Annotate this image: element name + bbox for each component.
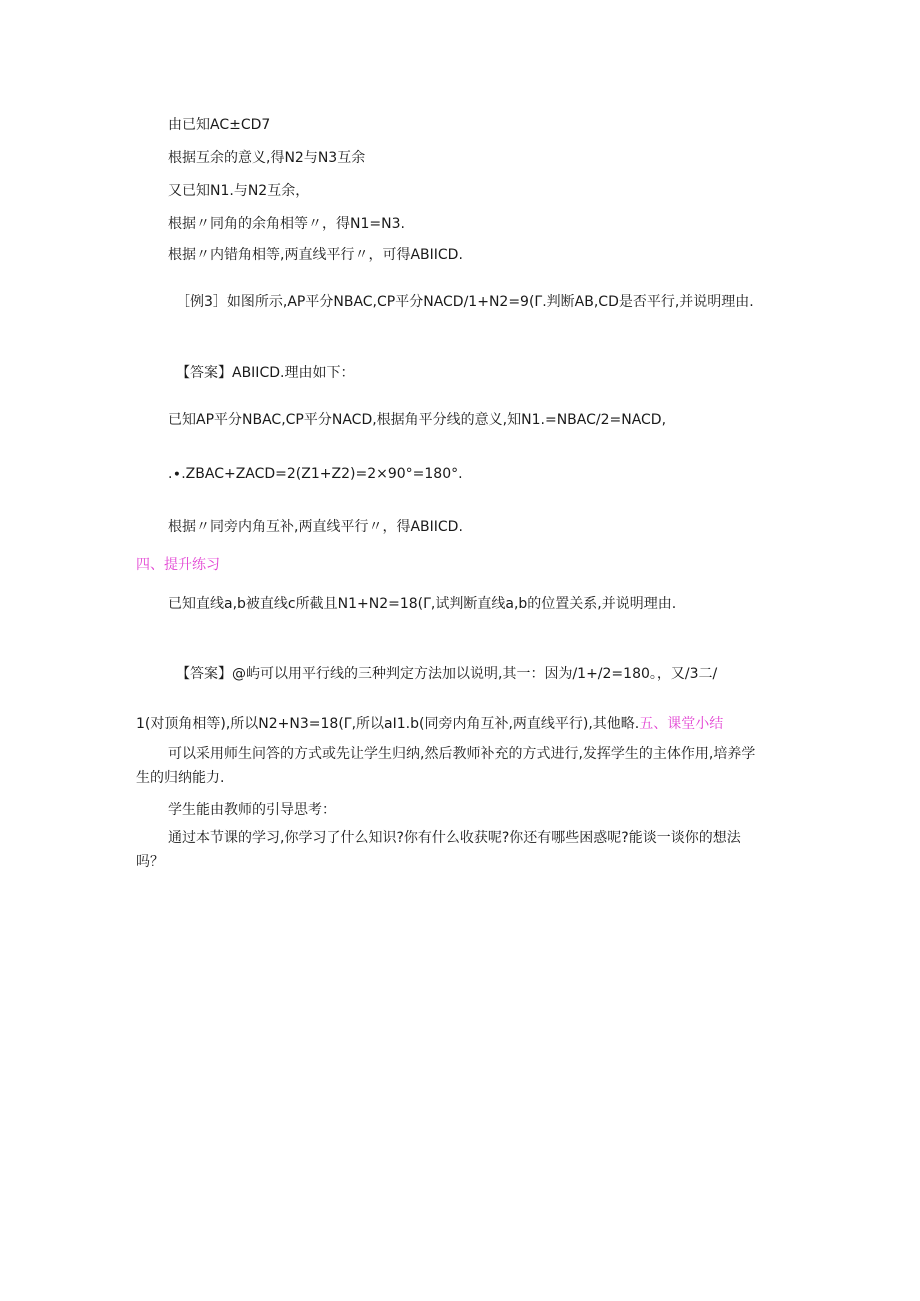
text-line-2: 根据互余的意义,得N2与N3互余 (168, 150, 366, 166)
text-line-3: 又已知N1.与N2互余， (168, 183, 310, 199)
text-line-10: 根据〃同旁内角互补,两直线平行〃，得ABIICD. (168, 519, 463, 535)
section-heading-summary: 五、课堂小结 (639, 716, 724, 732)
section-heading-practice: 四、提升练习 (136, 557, 220, 573)
example-3-question: ［例3］如图所示,AP平分NBAC,CP平分NACD∕1+N2=9(Γ.判断AB,CD是否平行,并说明理由. (176, 294, 754, 310)
summary-paragraph-1: 可以采用师生问答的方式或先让学生归纳,然后教师补充的方式进行,发挥学生的主体作用,培养学生的归纳能力. (136, 746, 756, 786)
summary-paragraph-2: 学生能由教师的引导思考： (168, 802, 336, 818)
text-line-9: .∙.ZBAC+ZACD=2(Z1+Z2)=2×90°=180°. (168, 466, 463, 482)
text-line-8: 已知AP平分NBAC,CP平分NACD,根据角平分线的意义,知N1.=NBAC∕2=NACD, (168, 412, 667, 428)
text-line-1: 由已知AC±CD7 (168, 117, 271, 133)
example-3-answer: 【答案】ABIICD.理由如下： (176, 365, 355, 381)
text-line-4: 根据〃同角的余角相等〃，得N1=N3. (168, 216, 405, 232)
summary-paragraph-3: 通过本节课的学习,你学习了什么知识?你有什么收获呢?你还有哪些困惑呢?能谈一谈你的想法吗？ (136, 830, 741, 870)
practice-question: 已知直线a,b被直线c所截且N1+N2=18(Γ,试判断直线a,b的位置关系,并说明理由. (168, 596, 677, 612)
practice-answer-text: 1(对顶角相等),所以N2+N3=18(Γ,所以aI1.b(同旁内角互补,两直线平行),其他略. (136, 716, 640, 732)
practice-answer-line-1: 【答案】@屿可以用平行线的三种判定方法加以说明,其一：因为/1+/2=180。，又/3二/ (176, 666, 718, 682)
text-line-5: 根据〃内错角相等,两直线平行〃，可得ABIICD. (168, 247, 463, 263)
practice-answer-line-2 (136, 713, 723, 735)
